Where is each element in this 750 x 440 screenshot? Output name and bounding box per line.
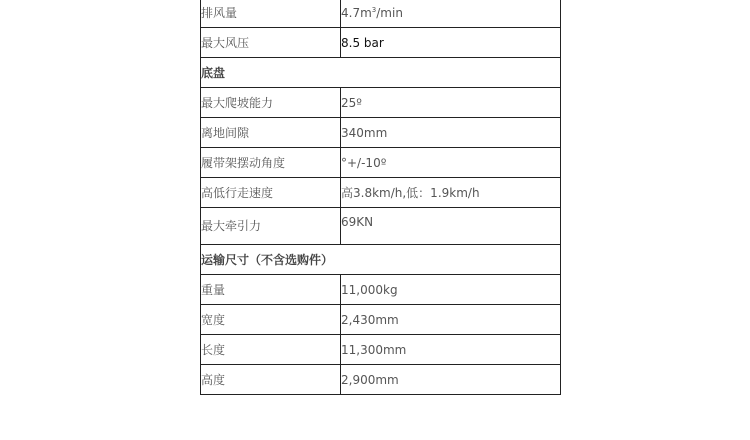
row-value	[341, 0, 561, 28]
row-label: 最大风压	[201, 28, 341, 58]
row-label: 重量	[201, 275, 341, 305]
row-value: 340mm	[341, 118, 561, 148]
row-value: 25º	[341, 88, 561, 118]
row-label: 高度	[201, 365, 341, 395]
table-row	[201, 28, 561, 58]
section-row	[201, 58, 561, 88]
table-row	[201, 148, 561, 178]
table-row	[201, 0, 561, 28]
table-row	[201, 118, 561, 148]
row-label: 宽度	[201, 305, 341, 335]
row-label: 履带架摆动角度	[201, 148, 341, 178]
table-row	[201, 335, 561, 365]
row-label: 最大爬坡能力	[201, 88, 341, 118]
table-row	[201, 208, 561, 245]
table-row	[201, 88, 561, 118]
table-row	[201, 365, 561, 395]
row-label: 排风量	[201, 0, 341, 28]
section-heading: 运输尺寸（不含选购件）	[201, 245, 561, 275]
table-row	[201, 275, 561, 305]
row-label: 高低行走速度	[201, 178, 341, 208]
row-label: 长度	[201, 335, 341, 365]
section-heading: 底盘	[201, 58, 561, 88]
row-value: 69KN	[341, 208, 561, 245]
row-value: 2,430mm	[341, 305, 561, 335]
row-value: 8.5 bar	[341, 28, 561, 58]
row-value: 高3.8km/h,低：1.9km/h	[341, 178, 561, 208]
row-label: 离地间隙	[201, 118, 341, 148]
row-value: °+/-10º	[341, 148, 561, 178]
row-value: 2,900mm	[341, 365, 561, 395]
row-label: 最大牵引力	[201, 208, 341, 245]
table-row	[201, 305, 561, 335]
section-row	[201, 245, 561, 275]
value-main: 4.7m	[341, 5, 372, 20]
row-value: 11,000kg	[341, 275, 561, 305]
value-superscript: 3	[371, 5, 377, 14]
table-row	[201, 178, 561, 208]
spec-table	[200, 0, 561, 395]
row-value: 11,300mm	[341, 335, 561, 365]
value-tail: /min	[376, 5, 403, 20]
